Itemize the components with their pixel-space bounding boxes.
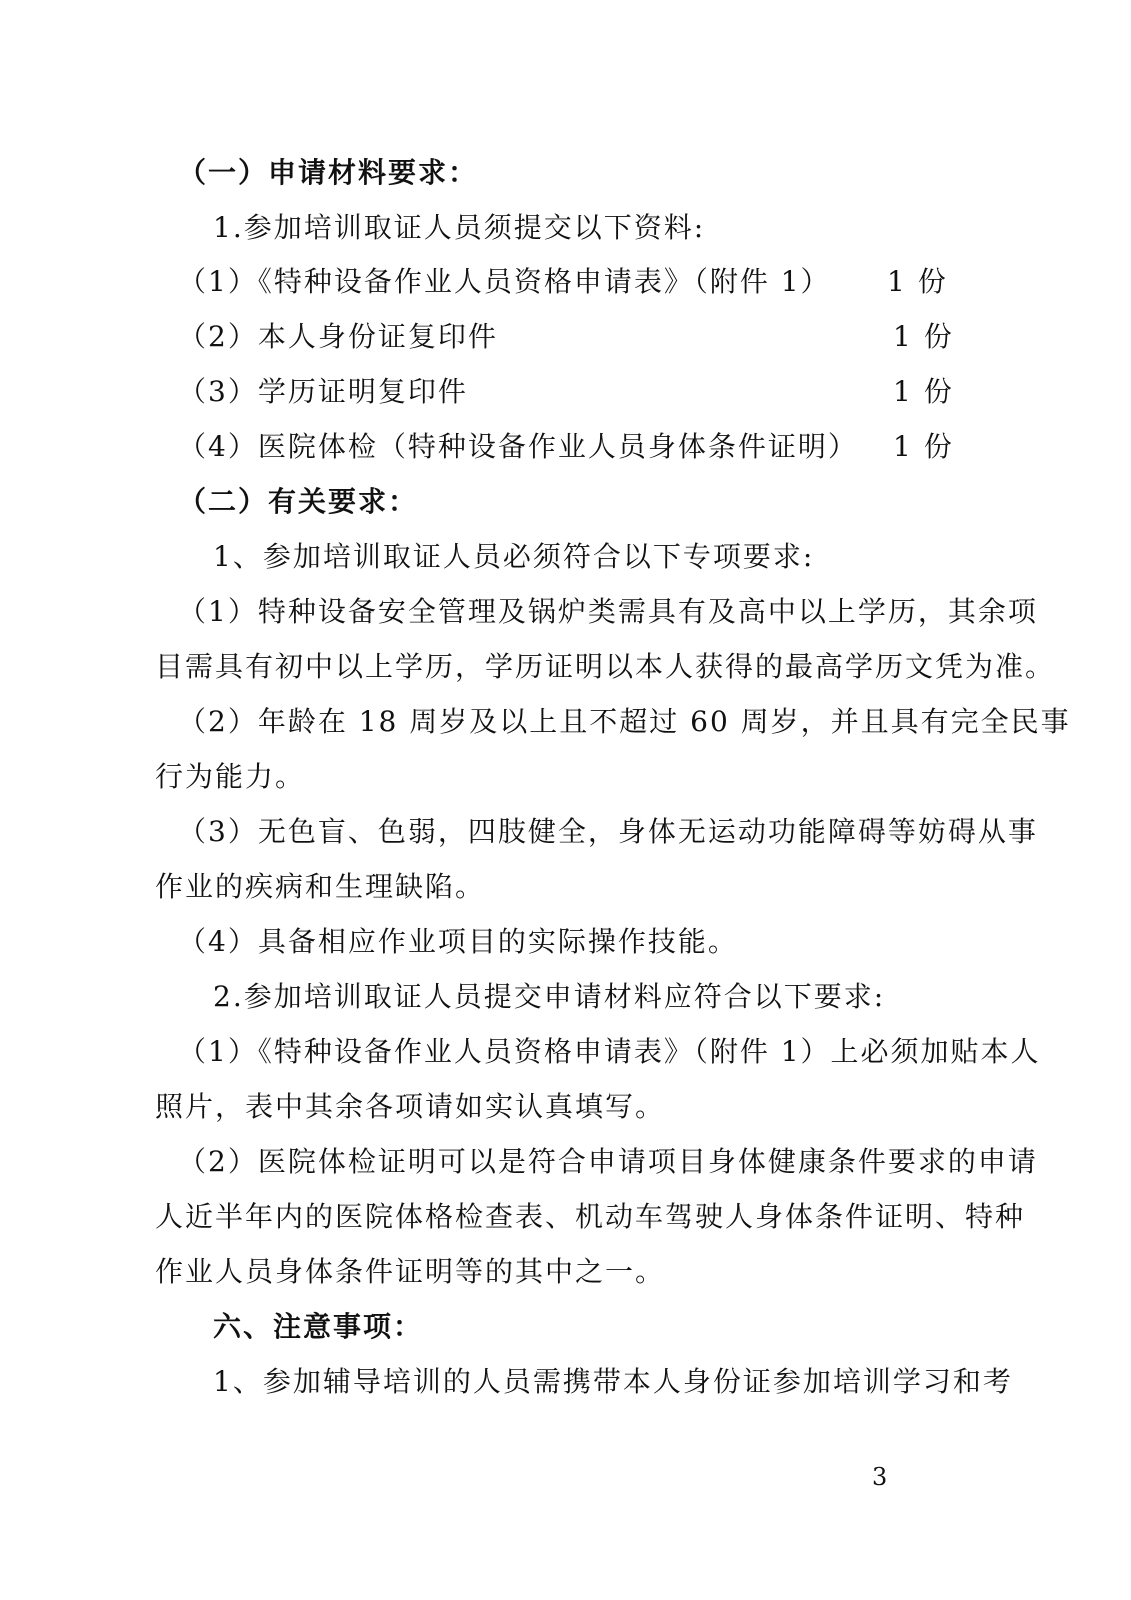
section-heading-requirements: （二）有关要求： xyxy=(178,485,419,518)
requirement-2-item-1-line-1: （1）《特种设备作业人员资格申请表》（附件 1）上必须加贴本人 xyxy=(178,1035,1041,1068)
material-item-2: （2）本人身份证复印件 xyxy=(178,320,498,353)
page-number: 3 xyxy=(872,1463,888,1491)
material-item-4-copies: 1 份 xyxy=(893,430,954,463)
requirement-1-item-1-line-2: 目需具有初中以上学历，学历证明以本人获得的最高学历文凭为准。 xyxy=(155,650,1056,683)
requirement-1-item-2-line-1: （2）年龄在 18 周岁及以上且不超过 60 周岁，并且具有完全民事 xyxy=(178,705,1071,738)
material-item-3-copies: 1 份 xyxy=(893,375,954,408)
note-1-line-1: 1、参加辅导培训的人员需携带本人身份证参加培训学习和考 xyxy=(213,1365,1013,1398)
requirement-1-item-1-line-1: （1）特种设备安全管理及锅炉类需具有及高中以上学历，其余项 xyxy=(178,595,1038,628)
material-item-4: （4）医院体检（特种设备作业人员身体条件证明） xyxy=(178,430,858,463)
requirement-1-item-4: （4）具备相应作业项目的实际操作技能。 xyxy=(178,925,738,958)
requirement-2-item-2-line-3: 作业人员身体条件证明等的其中之一。 xyxy=(155,1255,666,1288)
materials-intro: 1.参加培训取证人员须提交以下资料: xyxy=(213,211,706,244)
material-item-1: （1）《特种设备作业人员资格申请表》（附件 1） xyxy=(178,265,831,298)
requirement-1-intro: 1、参加培训取证人员必须符合以下专项要求: xyxy=(213,540,815,573)
material-item-1-copies: 1 份 xyxy=(887,265,948,298)
requirement-1-item-3-line-2: 作业的疾病和生理缺陷。 xyxy=(155,870,486,903)
section-heading-application-materials: （一）申请材料要求： xyxy=(178,156,479,189)
requirement-1-item-3-line-1: （3）无色盲、色弱，四肢健全，身体无运动功能障碍等妨碍从事 xyxy=(178,815,1038,848)
requirement-2-item-2-line-2: 人近半年内的医院体格检查表、机动车驾驶人身体条件证明、特种 xyxy=(155,1200,1026,1233)
requirement-2-item-2-line-1: （2）医院体检证明可以是符合申请项目身体健康条件要求的申请 xyxy=(178,1145,1038,1178)
requirement-2-item-1-line-2: 照片，表中其余各项请如实认真填写。 xyxy=(155,1090,666,1123)
material-item-2-copies: 1 份 xyxy=(893,320,954,353)
requirement-1-item-2-line-2: 行为能力。 xyxy=(155,760,306,793)
section-heading-notes: 六、注意事项： xyxy=(213,1310,424,1343)
requirement-2-intro: 2.参加培训取证人员提交申请材料应符合以下要求: xyxy=(213,980,886,1013)
material-item-3: （3）学历证明复印件 xyxy=(178,375,468,408)
